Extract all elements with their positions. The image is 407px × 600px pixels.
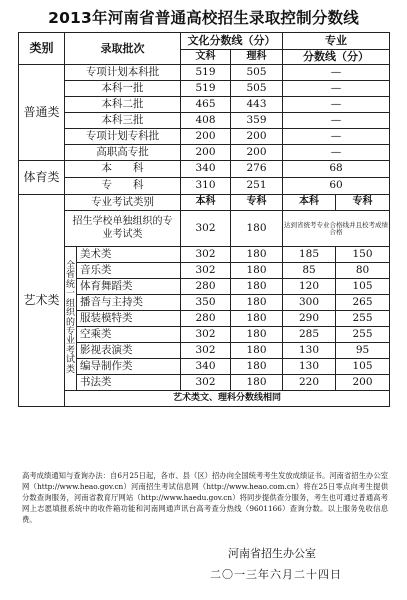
category-sports: 体育类 [19,161,65,195]
table-row [19,97,390,113]
wenke-cell: 200 [181,145,231,161]
arts-header-pro-zhuanke: 专科 [336,195,390,211]
zhuanke-cell: 180 [231,359,283,375]
like-cell: 276 [231,161,283,178]
wenke-cell: 408 [181,113,231,129]
arts-header-pro-benke: 本科 [283,195,336,211]
arts-type-cell: 体育舞蹈类 [77,279,181,295]
arts-header-zhuanke: 专科 [231,195,283,211]
header-culture-line: 文化分数线（分） [181,33,283,50]
pro-benke-cell: 285 [283,327,336,343]
arts-type-cell: 播音与主持类 [77,295,181,311]
pro-benke-cell: 290 [283,311,336,327]
pro-benke-cell: 185 [283,247,336,263]
pro-cell: — [283,129,390,145]
zhuanke-cell: 180 [231,343,283,359]
arts-footer-row [19,391,390,407]
arts-footer-note: 艺术类文、理科分数线相同 [65,391,390,407]
arts-independent-type: 招生学校单独组织的专业考试类 [65,211,181,247]
zhuanke-cell: 180 [231,295,283,311]
pro-cell: — [283,145,390,161]
pro-benke-cell: 120 [283,279,336,295]
header-row-1 [19,33,390,50]
wenke-cell: 200 [181,129,231,145]
benke-cell: 350 [181,295,231,311]
header-category: 类别 [19,33,65,65]
benke-cell: 302 [181,263,231,279]
header-professional-line-2: 分数线（分） [283,50,390,65]
benke-cell: 302 [181,247,231,263]
batch-cell: 高职高专批 [65,145,181,161]
pro-cell: — [283,113,390,129]
benke-cell: 280 [181,279,231,295]
batch-cell: 本科二批 [65,97,181,113]
wenke-cell: 519 [181,65,231,81]
pro-cell: 60 [283,178,390,195]
category-general: 普通类 [19,65,65,161]
like-cell: 505 [231,81,283,97]
pro-benke-cell: 85 [283,263,336,279]
batch-cell: 专 科 [65,178,181,195]
benke-cell: 302 [181,327,231,343]
page-title: 2013年河南省普通高校招生录取控制分数线 [48,9,359,27]
arts-header-benke: 本科 [181,195,231,211]
like-cell: 443 [231,97,283,113]
arts-unified-label: 全省统一组织的专业考试类 [65,247,77,391]
arts-type-cell: 书法类 [77,375,181,391]
zhuanke-cell: 180 [231,263,283,279]
table-row [19,161,390,178]
arts-type-cell: 影视表演类 [77,343,181,359]
pro-cell: 68 [283,161,390,178]
arts-type-cell: 编导制作类 [77,359,181,375]
arts-header-type: 专业考试类别 [65,195,181,211]
batch-cell: 本 科 [65,161,181,178]
like-cell: 359 [231,113,283,129]
header-batch: 录取批次 [65,33,181,65]
pro-cell: — [283,97,390,113]
pro-zhuanke-cell: 105 [336,279,390,295]
header-like: 理科 [231,50,283,65]
zhuanke-cell: 180 [231,375,283,391]
benke-cell: 340 [181,359,231,375]
table-row [19,65,390,81]
signature-date: 二〇一三年六月二十四日 [210,568,342,581]
like-cell: 200 [231,129,283,145]
arts-type-cell: 美术类 [77,247,181,263]
pro-zhuanke-cell: 255 [336,327,390,343]
table-row [19,145,390,161]
table-row [19,81,390,97]
zhuanke-cell: 180 [231,247,283,263]
pro-benke-cell: 220 [283,375,336,391]
table-row [19,247,390,263]
arts-independent-row [19,211,390,247]
category-arts: 艺术类 [19,195,65,407]
batch-cell: 专项计划本科批 [65,65,181,81]
wenke-cell: 340 [181,161,231,178]
arts-type-cell: 音乐类 [77,263,181,279]
wenke-cell: 465 [181,97,231,113]
score-query-notice: 高考成绩通知与查询办法：自6月25日起，各市、县（区）招办向全国统考考生发放成绩证书。河南省招生办公室网（http://www.heao.gov.cn）河南招生考试信息网（http://www.heao.com.cn）将在25日零点向考生提供分数查询服务，河南省教育厅网站（http://www.haedu.gov.cn）将同步提供查分服务，考生也可通过普通高考网上志愿填报系统中的收件箱功能和河南网通声讯台高考查分热线（9601166）查询分数。以上服务免收信息费。 [22,471,388,524]
like-cell: 200 [231,145,283,161]
benke-cell: 280 [181,311,231,327]
table-row [19,113,390,129]
benke-cell: 302 [181,211,231,247]
pro-zhuanke-cell: 265 [336,295,390,311]
benke-cell: 302 [181,343,231,359]
pro-cell: — [283,65,390,81]
batch-cell: 本科三批 [65,113,181,129]
zhuanke-cell: 180 [231,311,283,327]
pro-zhuanke-cell: 200 [336,375,390,391]
pro-zhuanke-cell: 255 [336,311,390,327]
batch-cell: 专项计划专科批 [65,129,181,145]
batch-cell: 本科一批 [65,81,181,97]
pro-zhuanke-cell: 150 [336,247,390,263]
score-table [18,32,390,407]
pro-zhuanke-cell: 80 [336,263,390,279]
pro-benke-cell: 130 [283,343,336,359]
header-wenke: 文科 [181,50,231,65]
pro-benke-cell: 300 [283,295,336,311]
pro-zhuanke-cell: 105 [336,359,390,375]
pro-benke-cell: 130 [283,359,336,375]
like-cell: 505 [231,65,283,81]
wenke-cell: 310 [181,178,231,195]
like-cell: 251 [231,178,283,195]
arts-header-row [19,195,390,211]
benke-cell: 302 [181,375,231,391]
pro-zhuanke-cell: 95 [336,343,390,359]
table-row [19,178,390,195]
zhuanke-cell: 180 [231,211,283,247]
table-row [19,129,390,145]
wenke-cell: 519 [181,81,231,97]
arts-type-cell: 服装模特类 [77,311,181,327]
pro-cell: — [283,81,390,97]
arts-type-cell: 空乘类 [77,327,181,343]
header-professional-line-1: 专业 [283,33,390,50]
arts-independent-note: 达到省统考专业合格线并且校考成绩合格 [283,211,390,247]
signature-org: 河南省招生办公室 [228,547,316,560]
zhuanke-cell: 180 [231,279,283,295]
zhuanke-cell: 180 [231,327,283,343]
